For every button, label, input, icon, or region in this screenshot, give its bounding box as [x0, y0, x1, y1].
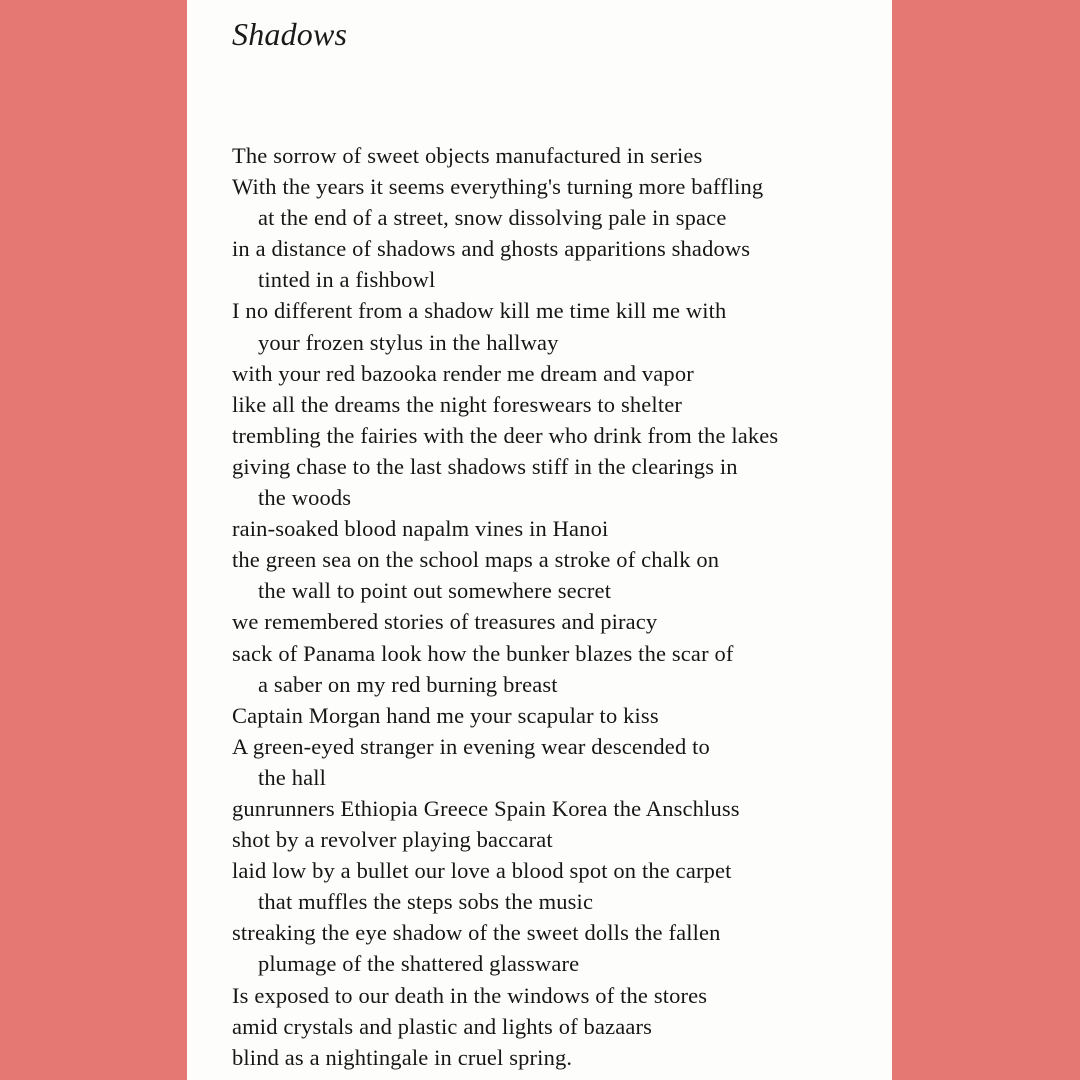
poem-line: gunrunners Ethiopia Greece Spain Korea the Anschluss — [232, 795, 740, 821]
poem-line: streaking the eye shadow of the sweet dolls the fallen — [232, 920, 721, 946]
poem-line-continuation: the hall — [258, 764, 327, 790]
poem-line: shot by a revolver playing baccarat — [232, 827, 553, 853]
poem-line: rain-soaked blood napalm vines in Hanoi — [232, 516, 609, 542]
poem-line-continuation: at the end of a street, snow dissolving pale in space — [258, 205, 727, 231]
poem-body — [232, 140, 872, 1073]
poem-line: Is exposed to our death in the windows of the stores — [232, 982, 708, 1008]
poem-line: in a distance of shadows and ghosts apparitions shadows — [232, 236, 751, 262]
poem-line-continuation: that muffles the steps sobs the music — [258, 889, 594, 915]
poem-line: blind as a nightingale in cruel spring. — [232, 1044, 573, 1070]
poem-line: amid crystals and plastic and lights of bazaars — [232, 1013, 653, 1039]
poem-line: we remembered stories of treasures and piracy — [232, 609, 658, 635]
poem-line: laid low by a bullet our love a blood spot on the carpet — [232, 858, 732, 884]
poem-line-continuation: tinted in a fishbowl — [258, 267, 436, 293]
poem-line: The sorrow of sweet objects manufactured in series — [232, 143, 703, 168]
poem-line: trembling the fairies with the deer who drink from the lakes — [232, 422, 779, 448]
poem-line: I no different from a shadow kill me time kill me with — [232, 298, 727, 324]
poem-line-continuation: plumage of the shattered glassware — [258, 951, 580, 977]
poem-line-continuation: the woods — [258, 485, 352, 511]
poem-line: sack of Panama look how the bunker blazes the scar of — [232, 640, 734, 666]
poem-line-continuation: a saber on my red burning breast — [258, 671, 558, 697]
poem-line: A green-eyed stranger in evening wear descended to — [232, 733, 710, 759]
poem-title: Shadows — [232, 16, 348, 52]
poem-line: the green sea on the school maps a stroke of chalk on — [232, 547, 720, 573]
poem-line: Captain Morgan hand me your scapular to kiss — [232, 702, 659, 728]
book-page — [187, 0, 892, 1080]
poem-line-continuation: the wall to point out somewhere secret — [258, 578, 612, 604]
poem-line: giving chase to the last shadows stiff in the clearings in — [232, 453, 738, 479]
poem-line-continuation: your frozen stylus in the hallway — [258, 329, 559, 355]
poem-line: With the years it seems everything's turning more baffling — [232, 174, 764, 200]
poem-line: with your red bazooka render me dream and vapor — [232, 360, 694, 386]
poem-line: like all the dreams the night foreswears to shelter — [232, 391, 683, 417]
